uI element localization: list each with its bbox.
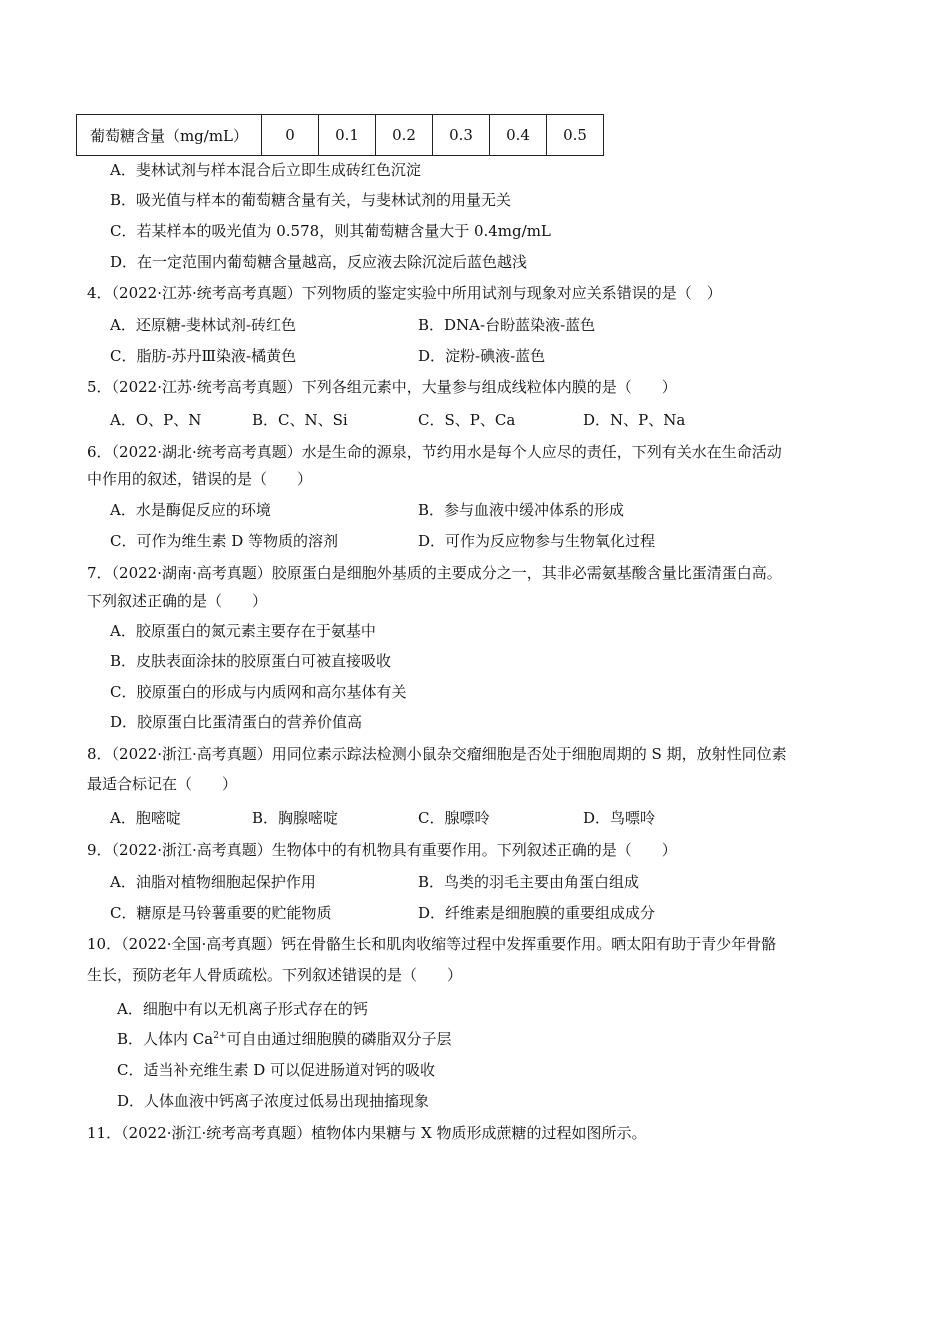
q8-option-d: D．鸟嘌呤	[583, 809, 656, 827]
q9-option-c: C．糖原是马铃薯重要的贮能物质	[110, 904, 332, 922]
q7-stem-line2: 下列叙述正确的是（ ）	[87, 592, 268, 610]
table-cell: 0.1	[319, 115, 376, 156]
table-cell: 0.4	[490, 115, 547, 156]
q10-option-b	[117, 1029, 452, 1049]
q5-option-c: C．S、P、Ca	[418, 411, 516, 429]
q5-option-d: D．N、P、Na	[583, 411, 686, 429]
q8-option-c: C．腺嘌呤	[418, 809, 490, 827]
q5-option-b: B．C、N、Si	[252, 411, 348, 429]
q4-option-d: D．淀粉-碘液-蓝色	[418, 347, 546, 365]
q9-stem: 9．（2022·浙江·高考真题）生物体中的有机物具有重要作用。下列叙述正确的是（ ）	[87, 841, 677, 859]
q3-option-b: B．吸光值与样本的葡萄糖含量有关，与斐林试剂的用量无关	[110, 191, 512, 209]
q10-option-b-post: 可自由通过细胞膜的磷脂双分子层	[226, 1030, 452, 1048]
table-cell: 0.3	[433, 115, 490, 156]
q5-stem: 5．（2022·江苏·统考高考真题）下列各组元素中，大量参与组成线粒体内膜的是（ ）	[87, 378, 677, 396]
q7-stem-line1: 7．（2022·湖南·高考真题）胶原蛋白是细胞外基质的主要成分之一，其非必需氨基酸含量比蛋清蛋白高。	[87, 564, 782, 582]
q4-stem: 4．（2022·江苏·统考高考真题）下列物质的鉴定实验中所用试剂与现象对应关系错误的是（ ）	[87, 284, 722, 302]
q3-option-d: D．在一定范围内葡萄糖含量越高，反应液去除沉淀后蓝色越浅	[110, 253, 528, 271]
q8-stem-line1: 8．（2022·浙江·高考真题）用同位素示踪法检测小鼠杂交瘤细胞是否处于细胞周期的 S 期，放射性同位素	[87, 745, 787, 763]
q5-option-a: A．O、P、N	[110, 411, 202, 429]
q4-option-a: A．还原糖-斐林试剂-砖红色	[110, 316, 296, 334]
q6-option-b: B．参与血液中缓冲体系的形成	[418, 501, 625, 519]
q9-option-a: A．油脂对植物细胞起保护作用	[110, 873, 316, 891]
q10-option-a: A．细胞中有以无机离子形式存在的钙	[117, 1000, 368, 1018]
q6-option-c: C．可作为维生素 D 等物质的溶剂	[110, 532, 339, 550]
q7-option-b: B．皮肤表面涂抹的胶原蛋白可被直接吸收	[110, 652, 392, 670]
q9-option-d: D．纤维素是细胞膜的重要组成成分	[418, 904, 656, 922]
q3-option-a: A．斐林试剂与样本混合后立即生成砖红色沉淀	[110, 161, 421, 179]
q10-option-b-pre: B．人体内 Ca	[117, 1030, 214, 1048]
q4-option-b: B．DNA-台盼蓝染液-蓝色	[418, 316, 596, 334]
q10-stem-line1: 10．（2022·全国·高考真题）钙在骨骼生长和肌肉收缩等过程中发挥重要作用。晒太阳有助于青少年骨骼	[87, 935, 777, 953]
table-cell: 0.5	[547, 115, 604, 156]
q8-option-b: B．胸腺嘧啶	[252, 809, 339, 827]
q3-option-c: C．若某样本的吸光值为 0.578，则其葡萄糖含量大于 0.4mg/mL	[110, 222, 551, 240]
glucose-table	[76, 114, 604, 156]
q7-option-a: A．胶原蛋白的氮元素主要存在于氨基中	[110, 622, 376, 640]
q11-stem: 11．（2022·浙江·统考高考真题）植物体内果糖与 X 物质形成蔗糖的过程如图所示。	[87, 1124, 647, 1142]
q7-option-c: C．胶原蛋白的形成与内质网和高尔基体有关	[110, 683, 407, 701]
q8-option-a: A．胞嘧啶	[110, 809, 181, 827]
q10-option-c: C．适当补充维生素 D 可以促进肠道对钙的吸收	[117, 1061, 436, 1079]
q9-option-b: B．鸟类的羽毛主要由角蛋白组成	[418, 873, 640, 891]
calcium-charge: 2+	[213, 1031, 227, 1041]
table-cell: 0	[262, 115, 319, 156]
q8-stem-line2: 最适合标记在（ ）	[87, 775, 238, 793]
q6-option-a: A．水是酶促反应的环境	[110, 501, 271, 519]
q10-option-d: D．人体血液中钙离子浓度过低易出现抽搐现象	[117, 1092, 430, 1110]
q4-option-c: C．脂肪-苏丹Ⅲ染液-橘黄色	[110, 347, 297, 365]
q6-stem-line2: 中作用的叙述，错误的是（ ）	[87, 470, 313, 488]
table-header-cell: 葡萄糖含量（mg/mL）	[77, 115, 262, 156]
table-row	[77, 115, 604, 156]
q7-option-d: D．胶原蛋白比蛋清蛋白的营养价值高	[110, 713, 363, 731]
table-cell: 0.2	[376, 115, 433, 156]
q6-stem-line1: 6．（2022·湖北·统考高考真题）水是生命的源泉，节约用水是每个人应尽的责任，下列有关水在生命活动	[87, 443, 782, 461]
q6-option-d: D．可作为反应物参与生物氧化过程	[418, 532, 656, 550]
q10-stem-line2: 生长，预防老年人骨质疏松。下列叙述错误的是（ ）	[87, 966, 463, 984]
